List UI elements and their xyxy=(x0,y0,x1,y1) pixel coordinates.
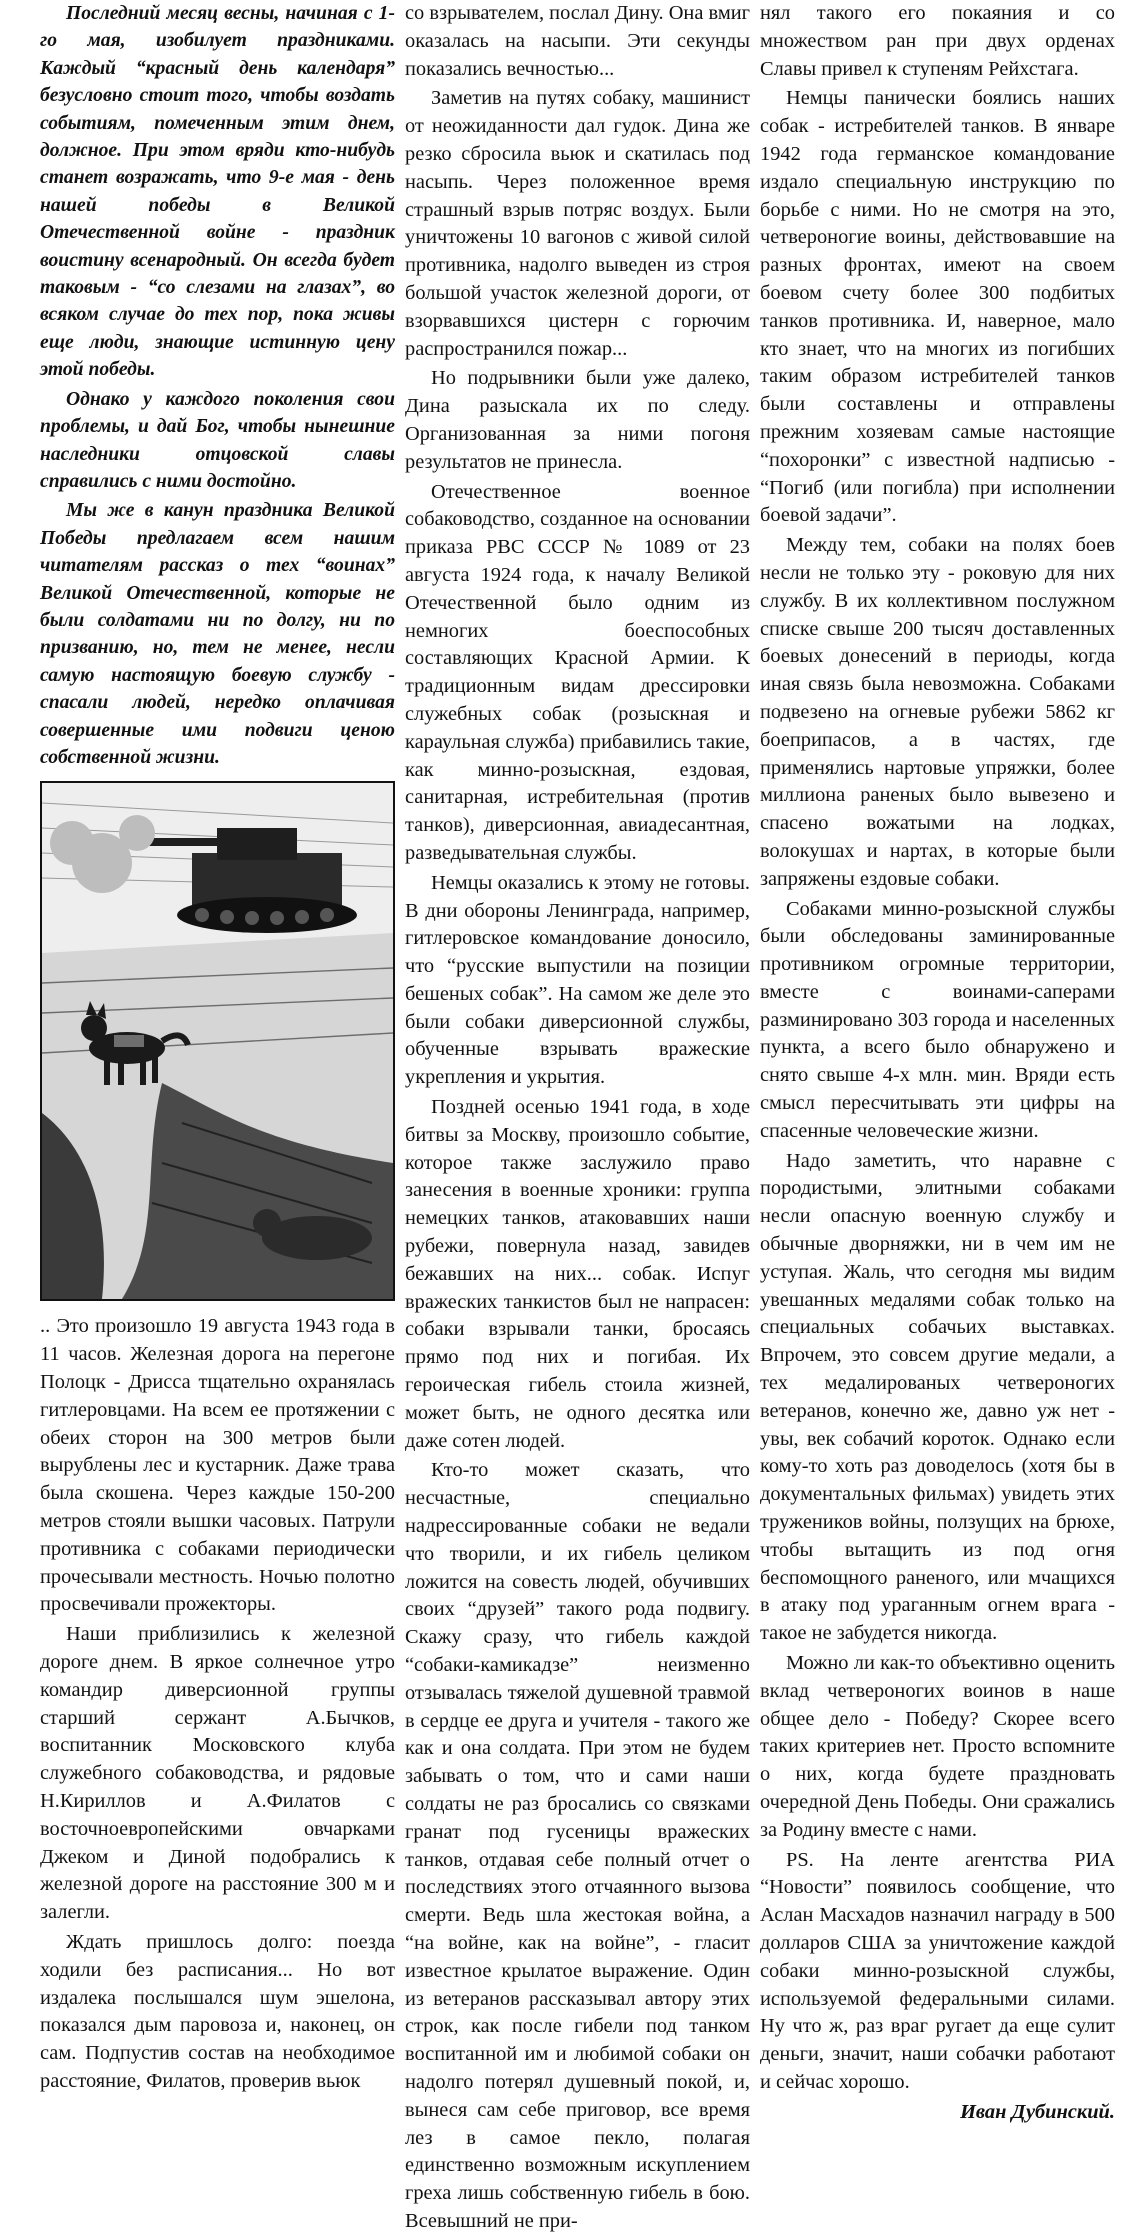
body-paragraph: Можно ли как-то объективно оценить вклад четвероногих воинов в наше общее дело - Победу? Скорее всего таких критериев нет. Просто вспомните о них, когда будете праздновать очередной День Победы. Они сражались за Родину вместе с нами. xyxy=(760,1652,1115,1841)
body-paragraph: Поздней осенью 1941 года, в ходе битвы за Москву, произошло событие, которое также заслужило право занесения в военные хроники: группа немецких танков, атаковавших наши рубежи, повернула назад, завидев бежавших на них... собак. Испуг вражеских танкистов был не напрасен: собаки взрывали танки, бросаясь прямо под них и погибая. Их героическая гибель стоила жизней, может быть, не одного десятка или даже сотен людей. xyxy=(405,1096,750,1452)
body-paragraph: Надо заметить, что наравне с породистыми, элитными собаками несли опасную военную службу и обычные дворняжки, ни в чем им не уступая. Жаль, что сегодня мы видим увешанных медалями собак только на специальных собачьих выставках. Впрочем, это совсем другие медали, а тех медалированых четвероногих ветеранов, конечно же, давно уж нет - увы, век собачий короток. Однако если кому-то хоть раз доводелось (хотя бы в документальных фильмах) увидеть этих тружеников войны, ползущих на брюхе, чтобы вытащить из под огня беспомощного раненого, или мчащихся в атаку под ураганным огнем врага - такое не забудется никогда. xyxy=(760,1149,1115,1645)
illustration-drawing xyxy=(42,783,393,1299)
body-paragraph: Отечественное военное собаководство, созданное на основании приказа РВС СССР № 1089 от 23 августа 1924 года, к началу Великой Отечественной было одним из немногих боеспособных составляющих Красной Армии. К традиционным видам дрессировки служебных собак (розыскная и караульная служба) прибавились такие, как минно-розыскная, ездовая, санитарная, истребительная (против танков), диверсионная, авиадесантная, разведывательная службы. xyxy=(405,480,750,864)
body-paragraph: нял такого его покаяния и со множеством ран при двух орденах Славы привел к ступеням Рейхстага. xyxy=(760,2,1115,80)
column-3 xyxy=(760,0,1115,2123)
body-paragraph: PS. На ленте агентства РИА “Новости” появилось сообщение, что Аслан Масхадов назначил награду в 500 долларов США за уничтожение каждой собаки минно-розыскной службы, используемой федеральными силами. Ну что ж, раз враг ругает да еще сулит деньги, значит, наши собачки работают и сейчас хорошо. xyxy=(760,1848,1115,2093)
body-paragraph: .. Это произошло 19 августа 1943 года в 11 часов. Железная дорога на перегоне Полоцк - Дрисса тщательно охранялась гитлеровцами. На всем ее протяжении с обеих сторон на 300 метров были вырублены лес и кустарник. Даже трава была скошена. Через каждые 150-200 метров стояли вышки часовых. Патрули противника с собаками периодически прочесывали местность. Ночью полотно просвечивали прожекторы. xyxy=(40,1315,395,1616)
intro-paragraph: Последний месяц весны, начиная с 1-го мая, изобилует праздниками. Каждый “красный день календаря” безусловно стоит того, чтобы воздать событиям, помеченным этим днем, должное. При этом вряди кто-нибудь станет возражать, что 9-е мая - день нашей победы в Великой Отечественной войне - праздник воистину всенародный. Он всегда будет таковым - “со слезами на глазах”, во всяком случае до тех пор, пока живы еще люди, знающие истинную цену этой победы. xyxy=(40,3,395,381)
body-paragraph: Немцы оказались к этому не готовы. В дни обороны Ленинграда, например, гитлеровское командование доносило, что “русские выпустили на позиции бешеных собак”. На самом же деле это были собаки диверсионной службы, обученные взрывать вражеские укрепления и укрытия. xyxy=(405,871,750,1089)
intro-paragraph: Мы же в канун праздника Великой Победы предлагаем всем нашим читателям рассказ о тех “воинах” Великой Отечественной, которые не были солдатами ни по долгу, ни по призванию, но, тем не менее, несли самую настоящую боевую службу - спасали людей, нередко оплачивая совершенные ими подвиги ценою собственной жизни. xyxy=(40,500,395,768)
body-paragraph: со взрывателем, послал Дину. Она вмиг оказалась на насыпи. Эти секунды показались вечностью... xyxy=(405,2,750,80)
article-intro xyxy=(40,0,395,771)
body-paragraph: Кто-то может сказать, что несчастные, специально надрессированные собаки не ведали что творили, и их гибель целиком ложится на совесть людей, обучивших своих “друзей” такого рода подвигу. Скажу сразу, что гибель каждой “собаки-камикадзе” неизменно отзывалась тяжелой душевной травмой в сердце ее друга и учителя - такого же как и она солдата. При этом не будем забывать о том, что и сами наши солдаты не раз бросались со связками гранат под гусеницы вражеских танков, отдавая себе полный отчет о последствиях этого отчаянного вызова смерти. Ведь шла жестокая война, а “на войне, как на войне”, - гласит известное крылатое выражение. Один из ветеранов рассказывал автору этих строк, как после гибели под танком воспитанной им и любимой собаки он надолго потерял душевный покой, и, вынеся сам себе приговор, все время лез в самое пекло, полагая единственно возможным искуплением греха лишь собственную гибель в бою. Всевышний не при- xyxy=(405,1459,750,2232)
body-paragraph: Немцы панически боялись наших собак - истребителей танков. В январе 1942 года германское командование издало специальную инструкцию по борьбе с ними. Но не смотря на это, четвероногие воины, действовавшие на разных фронтах, имеют на своем боевом счету более 300 подбитых танков противника. И, наверное, мало кто знает, что на многих из погибших таким образом истребителей танков были составлены и отправлены прежним хозяевам самые настоящие “похоронки” с известной надписью - “Погиб (или погибла) при исполнении боевой задачи”. xyxy=(760,87,1115,527)
body-paragraph: Ждать пришлось долго: поезда ходили без расписания... Но вот издалека послышался шум эшелона, показался дым паровоза и, наконец, он сам. Подпустив состав на необходимое расстояние, Филатов, проверив вьюк xyxy=(40,1930,395,2092)
body-paragraph: Заметив на путях собаку, машинист от неожиданности дал гудок. Дина же резко сбросила вьюк и скатилась под насыпь. Через положенное время страшный взрыв потряс воздух. Были уничтожены 10 вагонов с живой силой противника, надолго выведен из строя большой участок железной дороги, от взорвавшихся цистерн с горючим распространился пожар... xyxy=(405,87,750,360)
column-2 xyxy=(405,0,750,2232)
column-1 xyxy=(40,0,395,2092)
author-signature: Иван Дубинский. xyxy=(960,2100,1115,2123)
body-paragraph: Но подрывники были уже далеко, Дина разыскала их по следу. Организованная за ними погоня результатов не принесла. xyxy=(405,367,750,473)
body-paragraph: Между тем, собаки на полях боев несли не только эту - роковую для них службу. В их коллективном послужном списке свыше 200 тысяч доставленных боевых донесений в периоды, когда иная связь была невозможна. Собаками подвезено на огневые рубежи 5862 кг боеприпасов, а в частях, где применялись нартовые упряжки, более миллиона раненых было вывезено и спасено вожатыми на лодках, волокушах и нартах, в которые были запряжены ездовые собаки. xyxy=(760,534,1115,890)
body-paragraph: Наши приблизились к железной дороге днем. В яркое солнечное утро командир диверсионной группы старший сержант А.Бычков, воспитанник Московского клуба служебного собаководства, и рядовые Н.Кириллов и А.Филатов с восточноевропейскими овчарками Джеком и Диной подобрались к железной дороге на расстояние 300 м и залегли. xyxy=(40,1623,395,1924)
intro-paragraph: Однако у каждого поколения свои проблемы, и дай Бог, чтобы нынешние наследники отцовской славы справились с ними достойно. xyxy=(40,388,395,492)
body-paragraph: Собаками минно-розыскной службы были обследованы заминированные противником огромные территории, вместе с воинами-саперами разминировано 303 города и населенных пункта, а всего было обнаружено и снято свыше 4-х млн. мин. Вряди есть смысл пересчитывать эти цифры на спасенные человеческие жизни. xyxy=(760,897,1115,1142)
illustration-dog-and-tank xyxy=(40,781,395,1301)
